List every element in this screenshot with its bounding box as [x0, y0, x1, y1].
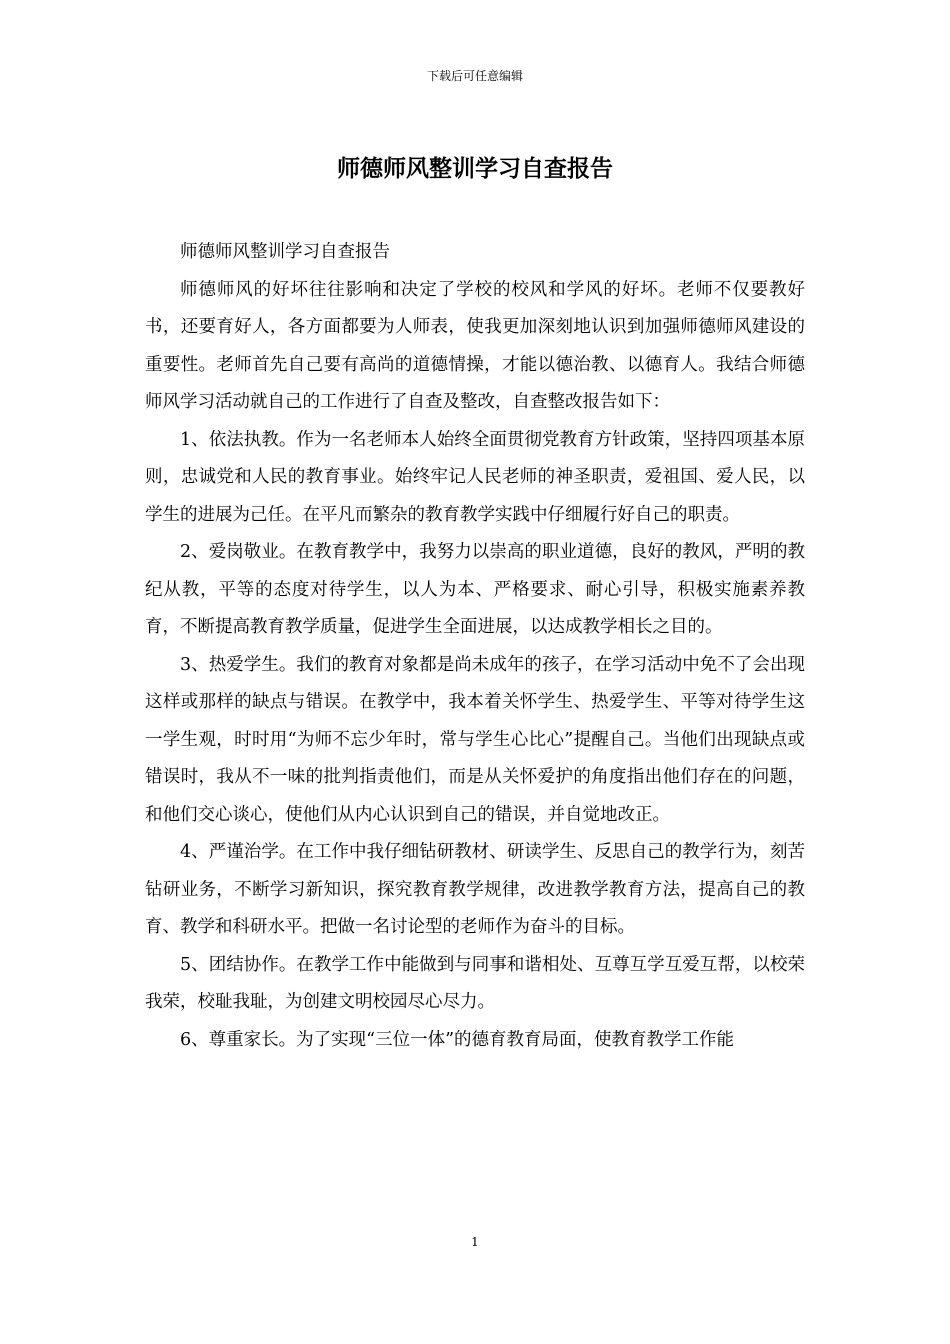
paragraph-intro: 师德师风的好坏往往影响和决定了学校的校风和学风的好坏。老师不仅要教好书，还要育好人，各方面都要为人师表，使我更加深刻地认识到加强师德师风建设的重要性。老师首先自己要有高尚的道德情操，才能以德治教、以德育人。我结合师德师风学习活动就自己的工作进行了自查及整改，自查整改报告如下： [145, 279, 805, 412]
paragraph-item-4: 4、严谨治学。在工作中我仔细钻研教材、研读学生、反思自己的教学行为，刻苦钻研业务，不断学习新知识，探究教育教学规律，改进教学教育方法，提高自己的教育、教学和科研水平。把做一名讨论型的老师作为奋斗的目标。 [145, 842, 805, 937]
page-number: 1 [471, 1235, 479, 1249]
document-body [145, 234, 805, 1059]
paragraph-item-5: 5、团结协作。在教学工作中能做到与同事和谐相处、互尊互学互爱互帮，以校荣我荣，校耻我耻，为创建文明校园尽心尽力。 [145, 954, 805, 1012]
paragraph-item-3: 3、热爱学生。我们的教育对象都是尚未成年的孩子，在学习活动中免不了会出现这样或那样的缺点与错误。在教学中，我本着关怀学生、热爱学生、平等对待学生这一学生观，时时用“为师不忘少年时，常与学生心比心”提醒自己。当他们出现缺点或错误时，我从不一味的批判指责他们，而是从关怀爱护的角度指出他们存在的问题，和他们交心谈心，使他们从内心认识到自己的错误，并自觉地改正。 [145, 654, 805, 825]
paragraph-item-1: 1、依法执教。作为一名老师本人始终全面贯彻党教育方针政策，坚持四项基本原则，忠诚党和人民的教育事业。始终牢记人民老师的神圣职责，爱祖国、爱人民，以学生的进展为己任。在平凡而繁杂的教育教学实践中仔细履行好自己的职责。 [145, 429, 805, 525]
page-header: 下载后可任意编辑 [426, 69, 523, 83]
paragraph-item-6: 6、尊重家长。为了实现“三位一体”的德育教育局面，使教育教学工作能 [180, 1029, 735, 1050]
document-title: 师德师风整训学习自查报告 [337, 155, 613, 182]
paragraph-item-2: 2、爱岗敬业。在教育教学中，我努力以崇高的职业道德，良好的教风，严明的教纪从教，平等的态度对待学生，以人为本、严格要求、耐心引导，积极实施素养教育，不断提高教育教学质量，促进学生全面进展，以达成教学相长之目的。 [145, 542, 805, 637]
paragraph-subtitle: 师德师风整训学习自查报告 [180, 242, 390, 262]
